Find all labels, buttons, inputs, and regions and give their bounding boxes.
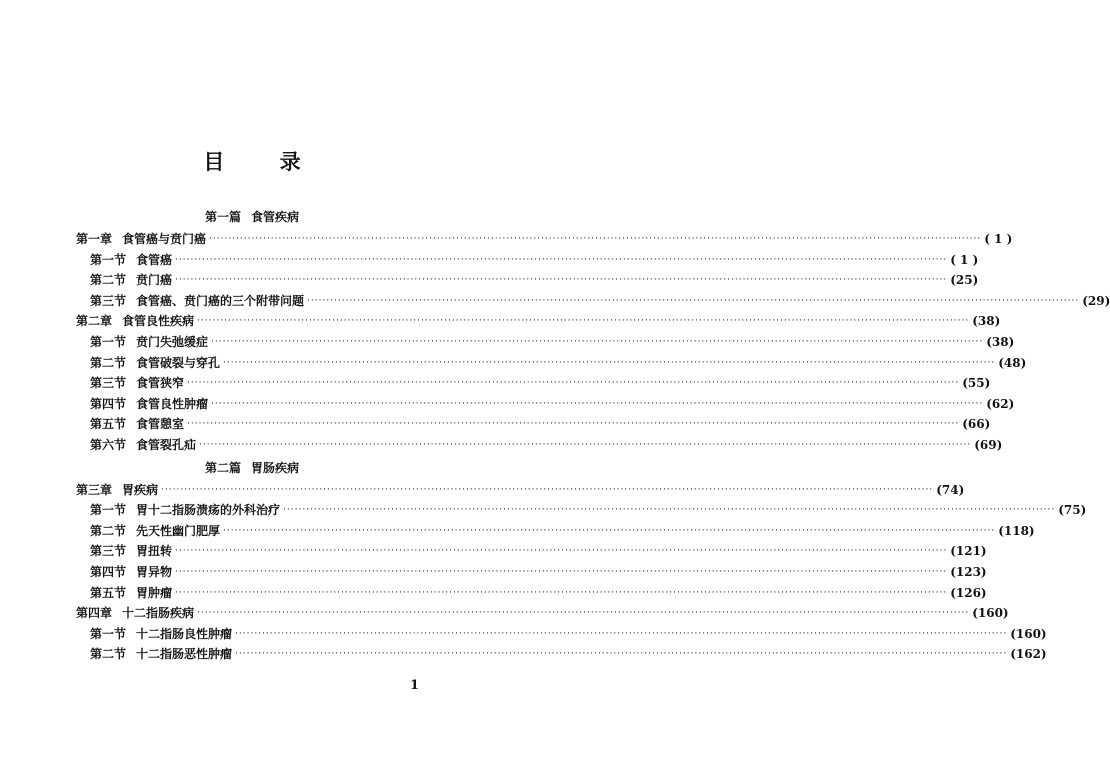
toc-entry-title: 胃扭转 <box>136 544 173 559</box>
toc-entry-title: 食管裂孔疝 <box>136 438 197 452</box>
toc-page-number: (55) <box>962 376 991 391</box>
dot-leader: ········································································································································································································ <box>283 505 1056 516</box>
toc-entry-number: 第二节 <box>90 355 127 370</box>
toc-section-row <box>90 436 1003 454</box>
toc-page-number: (160) <box>1010 626 1047 641</box>
toc-entry-title: 食管狭窄 <box>136 376 185 391</box>
toc-page-number: (118) <box>998 523 1035 538</box>
toc-page-number: (69) <box>974 438 1003 452</box>
toc-entry-number: 第三节 <box>90 293 127 308</box>
toc-entry-number: 第五节 <box>90 417 127 432</box>
toc-section-row <box>90 271 979 289</box>
part-heading <box>0 208 504 225</box>
dot-leader: ········································································································································································································ <box>175 546 948 557</box>
dot-leader: ········································································································································································································ <box>187 419 960 430</box>
toc-entry-number: 第一章 <box>76 232 113 246</box>
toc-entry-number: 第一节 <box>90 252 127 267</box>
toc-entry-number: 第四节 <box>90 396 127 411</box>
dot-leader: ········································································································································································································ <box>187 378 960 389</box>
toc-entry-number: 第一节 <box>90 335 127 349</box>
toc-section-row <box>90 374 991 392</box>
toc-entry-number: 第一节 <box>90 626 127 641</box>
toc-entry-number: 第四章 <box>76 606 113 621</box>
toc-section-row <box>90 395 1015 413</box>
dot-leader: ········································································································································································································ <box>197 316 970 327</box>
dot-leader: ········································································································································································································ <box>235 628 1008 639</box>
dot-leader: ········································································································································································································ <box>175 275 948 286</box>
toc-entry-title: 食管良性疾病 <box>122 314 195 329</box>
dot-leader: ········································································································································································································ <box>161 484 934 495</box>
toc-entry-title: 先天性幽门肥厚 <box>136 523 221 538</box>
toc-section-row <box>90 542 987 560</box>
toc-entry-title: 十二指肠恶性肿瘤 <box>136 647 233 662</box>
toc-entry-number: 第一节 <box>90 503 127 518</box>
toc-entry-title: 食管癌、贲门癌的三个附带问题 <box>136 293 305 308</box>
toc-page-number: (25) <box>950 273 979 288</box>
toc-entry-title: 十二指肠良性肿瘤 <box>136 626 233 641</box>
toc-section-row <box>90 584 987 602</box>
dot-leader: ········································································································································································································ <box>223 357 996 368</box>
toc-section-row <box>90 645 1047 663</box>
toc-page-number: ( 1 ) <box>984 232 1013 246</box>
toc-entry-title: 胃肿瘤 <box>136 585 173 600</box>
part-heading-title: 食管疾病 <box>251 210 300 224</box>
toc-page-number: (62) <box>986 396 1015 411</box>
toc-entry-number: 第二章 <box>76 314 113 329</box>
dot-leader: ········································································································································································································ <box>235 649 1008 660</box>
dot-leader: ········································································································································································································ <box>223 525 996 536</box>
toc-entry-title: 食管癌与贲门癌 <box>122 232 207 246</box>
toc-entry-title: 食管癌 <box>136 252 173 267</box>
toc-page-number: (48) <box>998 355 1027 370</box>
dot-leader: ········································································································································································································ <box>209 234 982 244</box>
toc-page-number: (29) <box>1082 293 1110 308</box>
toc-page-number: (74) <box>936 482 965 497</box>
toc-page-number: ( 1 ) <box>950 252 979 267</box>
toc-entry-title: 贲门癌 <box>136 273 173 288</box>
toc-entry-number: 第三章 <box>76 482 113 497</box>
toc-page-number: (75) <box>1058 503 1087 518</box>
toc-entry-number: 第三节 <box>90 544 127 559</box>
toc-section-row <box>90 415 991 433</box>
dot-leader: ········································································································································································································ <box>199 440 972 450</box>
toc-entry-number: 第四节 <box>90 565 127 579</box>
dot-leader: ········································································································································································································ <box>175 567 948 577</box>
toc-page-number: (38) <box>972 314 1001 329</box>
toc-entry-number: 第六节 <box>90 438 127 452</box>
dot-leader: ········································································································································································································ <box>175 254 948 265</box>
toc-page-number: (66) <box>962 417 991 432</box>
dot-leader: ········································································································································································································ <box>211 398 984 409</box>
toc-section-row <box>90 625 1047 643</box>
page-title: 目 录 <box>203 149 325 174</box>
toc-chapter-row <box>76 604 1009 622</box>
toc-page-number: (123) <box>950 565 987 579</box>
toc-entry-number: 第五节 <box>90 585 127 600</box>
toc-section-row <box>90 563 987 581</box>
toc-entry-title: 胃异物 <box>136 565 173 579</box>
toc-chapter-row <box>76 312 1001 330</box>
part-heading-number: 第二篇 <box>204 460 241 475</box>
toc-section-row <box>90 333 1015 351</box>
toc-entry-title: 食管破裂与穿孔 <box>136 355 221 370</box>
toc-page-number: (160) <box>972 606 1009 621</box>
dot-leader: ········································································································································································································ <box>307 295 1080 306</box>
toc-entry-title: 胃十二指肠溃疡的外科治疗 <box>136 503 281 518</box>
toc-section-row <box>90 251 979 269</box>
dot-leader: ········································································································································································································ <box>197 608 970 619</box>
toc-page-number: (126) <box>950 585 987 600</box>
toc-entry-title: 食管憩室 <box>136 417 185 432</box>
toc-entry-number: 第二节 <box>90 523 127 538</box>
dot-leader: ········································································································································································································ <box>175 587 948 598</box>
toc-page-number: (121) <box>950 544 987 559</box>
toc-entry-number: 第三节 <box>90 376 127 391</box>
toc-entry-title: 食管良性肿瘤 <box>136 396 209 411</box>
part-heading-number: 第一篇 <box>204 210 241 224</box>
toc-entry-number: 第二节 <box>90 273 127 288</box>
toc-section-row <box>90 354 1027 372</box>
toc-section-row <box>90 501 1087 519</box>
toc-entry-title: 十二指肠疾病 <box>122 606 195 621</box>
toc-entry-title: 贲门失弛缓症 <box>136 335 209 349</box>
toc-section-row <box>90 522 1035 540</box>
toc-page-number: (162) <box>1010 647 1047 662</box>
part-heading-title: 胃肠疾病 <box>251 460 300 475</box>
toc-section-row <box>90 292 1110 310</box>
page-number: 1 <box>410 678 420 693</box>
toc-chapter-row <box>76 481 965 499</box>
toc-page-number: (38) <box>986 335 1015 349</box>
toc-entry-number: 第二节 <box>90 647 127 662</box>
toc-entry-title: 胃疾病 <box>122 482 159 497</box>
part-heading <box>0 459 504 476</box>
dot-leader: ········································································································································································································ <box>211 337 984 347</box>
toc-chapter-row <box>76 230 1013 248</box>
